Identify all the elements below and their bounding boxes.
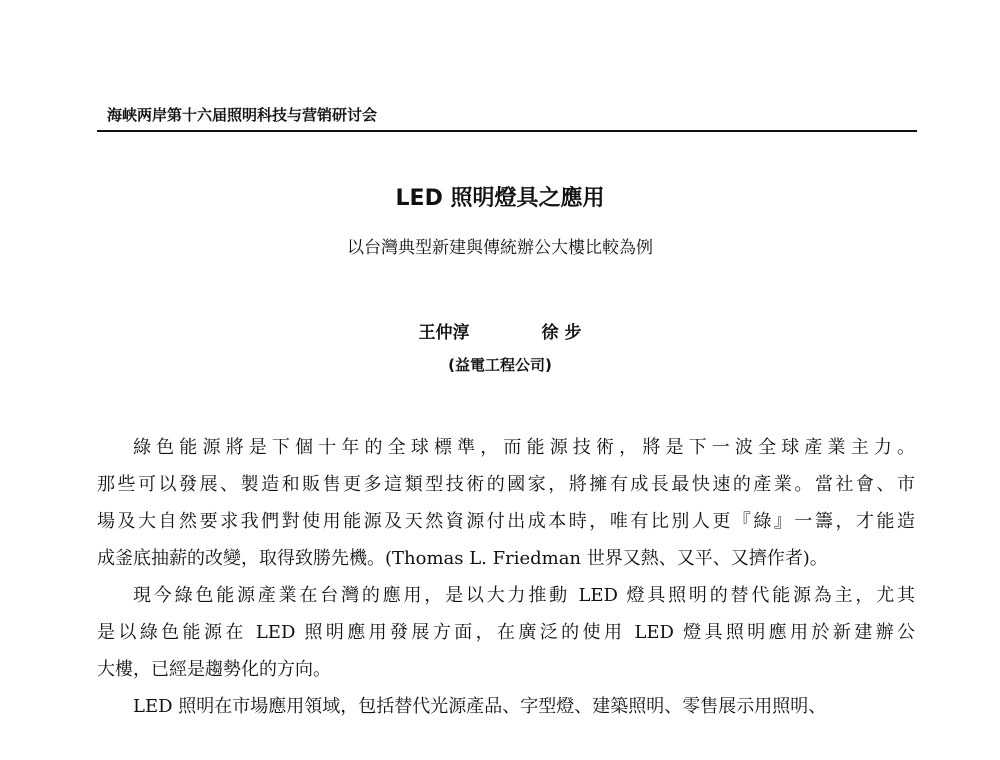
text-line: 是以綠色能源在 LED 照明應用發展方面，在廣泛的使用 LED 燈具照明應用於新建辦公	[97, 622, 915, 643]
author-name: 王仲淳	[418, 323, 470, 343]
text-line: 現今綠色能源產業在台灣的應用，是以大力推動 LED 燈具照明的替代能源為主，尤其	[133, 585, 915, 606]
text-line: 場及大自然要求我們對使用能源及天然資源付出成本時，唯有比別人更『綠』一籌，才能造	[97, 511, 915, 532]
running-header: 海峡两岸第十六届照明科技与营销研讨会	[107, 106, 378, 124]
paragraph	[97, 688, 915, 725]
author-list	[0, 318, 1000, 343]
text-line: 那些可以發展、製造和販售更多這類型技術的國家，將擁有成長最快速的產業。當社會、市	[97, 474, 915, 495]
header-divider	[97, 130, 917, 132]
paper-title: LED 照明燈具之應用	[395, 186, 605, 211]
text-line: 大樓，已經是趨勢化的方向。	[97, 659, 331, 680]
text-line: 綠色能源將是下個十年的全球標準，而能源技術，將是下一波全球產業主力。	[133, 437, 915, 458]
author-name: 徐 步	[541, 323, 582, 343]
text-line: 成釜底抽薪的改變，取得致勝先機。(Thomas L. Friedman 世界又熱、又平、又擠作者)。	[97, 548, 828, 569]
body-text	[97, 429, 915, 725]
text-line: LED 照明在市場應用領域，包括替代光源產品、字型燈、建築照明、零售展示用照明、	[133, 696, 827, 717]
paragraph	[97, 429, 915, 577]
paragraph	[97, 577, 915, 688]
paper-subtitle: 以台灣典型新建與傳統辦公大樓比較為例	[347, 238, 653, 258]
author-affiliation: (益電工程公司)	[448, 356, 552, 374]
